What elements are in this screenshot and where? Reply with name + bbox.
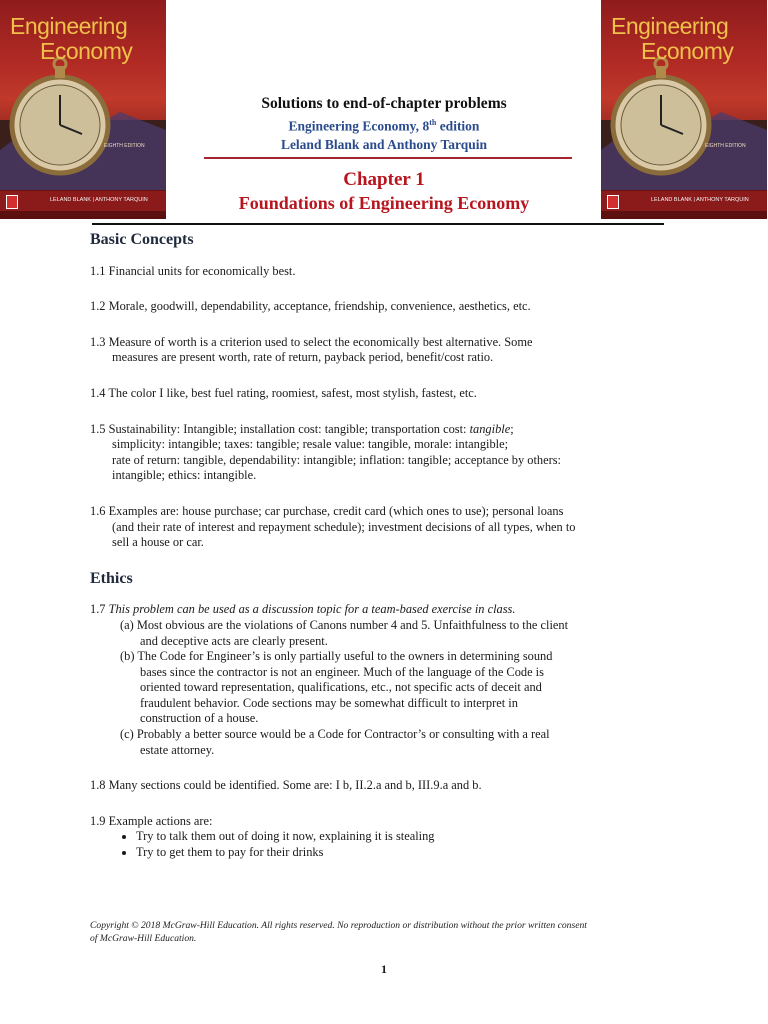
page-number: 1	[381, 962, 387, 976]
problem-1-3	[90, 335, 690, 366]
section-heading-ethics: Ethics	[90, 569, 133, 587]
problem-text: 1.7 This problem can be used as a discussion topic for a team-based exercise in class.	[90, 602, 516, 617]
cover-author-bar	[601, 190, 767, 211]
part-c-cont: estate attorney.	[140, 742, 215, 757]
problem-text: 1.4 The color I like, best fuel rating, roomiest, safest, most stylish, fastest, etc.	[90, 385, 477, 400]
cover-authors: LELAND BLANK | ANTHONY TARQUIN	[50, 197, 148, 203]
book-edition-line: Engineering Economy, 8th edition	[288, 118, 480, 134]
book-cover-left	[0, 0, 166, 219]
problem-text: simplicity: intangible; taxes: tangible; resale value: tangible, morale: intangible;	[112, 437, 509, 452]
problem-text: sell a house or car.	[112, 535, 204, 550]
problem-1-2	[90, 299, 690, 315]
red-divider	[204, 157, 572, 159]
part-b-cont: construction of a house.	[140, 711, 259, 726]
problem-text: 1.6 Examples are: house purchase; car purchase, credit card (which ones to use); personal loans	[90, 503, 564, 518]
bullet-item: • Try to talk them out of doing it now, explaining it is stealing	[136, 829, 690, 845]
problem-text: measures are present worth, rate of return, payback period, benefit/cost ratio.	[112, 350, 494, 365]
cover-authors: LELAND BLANK | ANTHONY TARQUIN	[651, 197, 749, 203]
part-a-cont: and deceptive acts are clearly present.	[140, 633, 328, 648]
chapter-heading	[200, 168, 568, 215]
bullet-item: • Try to get them to pay for their drinks	[136, 845, 690, 861]
part-b: (b) The Code for Engineer’s is only partially useful to the owners in determining sound	[120, 649, 553, 664]
copyright-line: Copyright © 2018 McGraw-Hill Education. All rights reserved. No reproduction or distribution without the prior written consent	[90, 920, 587, 931]
problem-1-1	[90, 264, 690, 280]
black-divider	[92, 223, 664, 225]
chapter-number: Chapter 1	[343, 169, 425, 190]
problem-text: (and their rate of interest and repayment schedule); investment decisions of all types, when to	[112, 519, 576, 534]
cover-edition: EIGHTH EDITION	[104, 143, 145, 149]
section-heading-basic-concepts: Basic Concepts	[90, 231, 194, 248]
cover-edition: EIGHTH EDITION	[705, 143, 746, 149]
problem-1-5	[90, 422, 690, 484]
problem-text: 1.5 Sustainability: Intangible; installation cost: tangible; transportation cost: tangible;	[90, 421, 514, 436]
problem-1-4	[90, 386, 690, 402]
problem-1-6	[90, 504, 690, 551]
problem-text: rate of return: tangible, dependability: intangible; inflation: tangible; acceptance by others:	[112, 452, 562, 467]
cover-author-bar	[0, 190, 166, 211]
copyright-footer	[90, 919, 690, 945]
part-b-cont: fraudulent behavior. Code sections may be somewhat difficult to interpret in	[140, 695, 518, 710]
problem-text: 1.3 Measure of worth is a criterion used to select the economically best alternative. Some	[90, 334, 533, 349]
problem-text: 1.9 Example actions are:	[90, 813, 213, 828]
bullet-list	[90, 829, 690, 860]
problem-text: 1.1 Financial units for economically best.	[90, 263, 296, 278]
chapter-title: Foundations of Engineering Economy	[238, 193, 530, 213]
cover-title: Engineering Economy	[611, 13, 734, 64]
book-cover-right	[601, 0, 767, 219]
problem-1-7-parts	[90, 618, 690, 758]
solutions-heading: Solutions to end-of-chapter problems	[261, 95, 507, 112]
problem-1-7	[90, 602, 690, 758]
document-body	[90, 230, 690, 861]
problem-1-9	[90, 814, 690, 861]
document-header	[200, 94, 568, 154]
problem-text: 1.8 Many sections could be identified. Some are: I b, II.2.a and b, III.9.a and b.	[90, 778, 482, 793]
part-a: (a) Most obvious are the violations of Canons number 4 and 5. Unfaithfulness to the client	[120, 617, 569, 632]
publisher-logo-icon	[6, 195, 18, 209]
problem-text: 1.2 Morale, goodwill, dependability, acceptance, friendship, convenience, aesthetics, etc.	[90, 299, 531, 314]
part-b-cont: bases since the contractor is not an engineer. Much of the language of the Code is	[140, 664, 544, 679]
publisher-logo-icon	[607, 195, 619, 209]
copyright-line: of McGraw-Hill Education.	[90, 933, 197, 944]
problem-text: intangible; ethics: intangible.	[112, 468, 257, 483]
part-b-cont: oriented toward representation, qualifications, etc., not specific acts of deceit and	[140, 680, 542, 695]
problem-1-8	[90, 778, 690, 794]
cover-title: Engineering Economy	[10, 13, 133, 64]
authors-line: Leland Blank and Anthony Tarquin	[280, 136, 488, 152]
part-c: (c) Probably a better source would be a Code for Contractor’s or consulting with a real	[120, 727, 550, 742]
